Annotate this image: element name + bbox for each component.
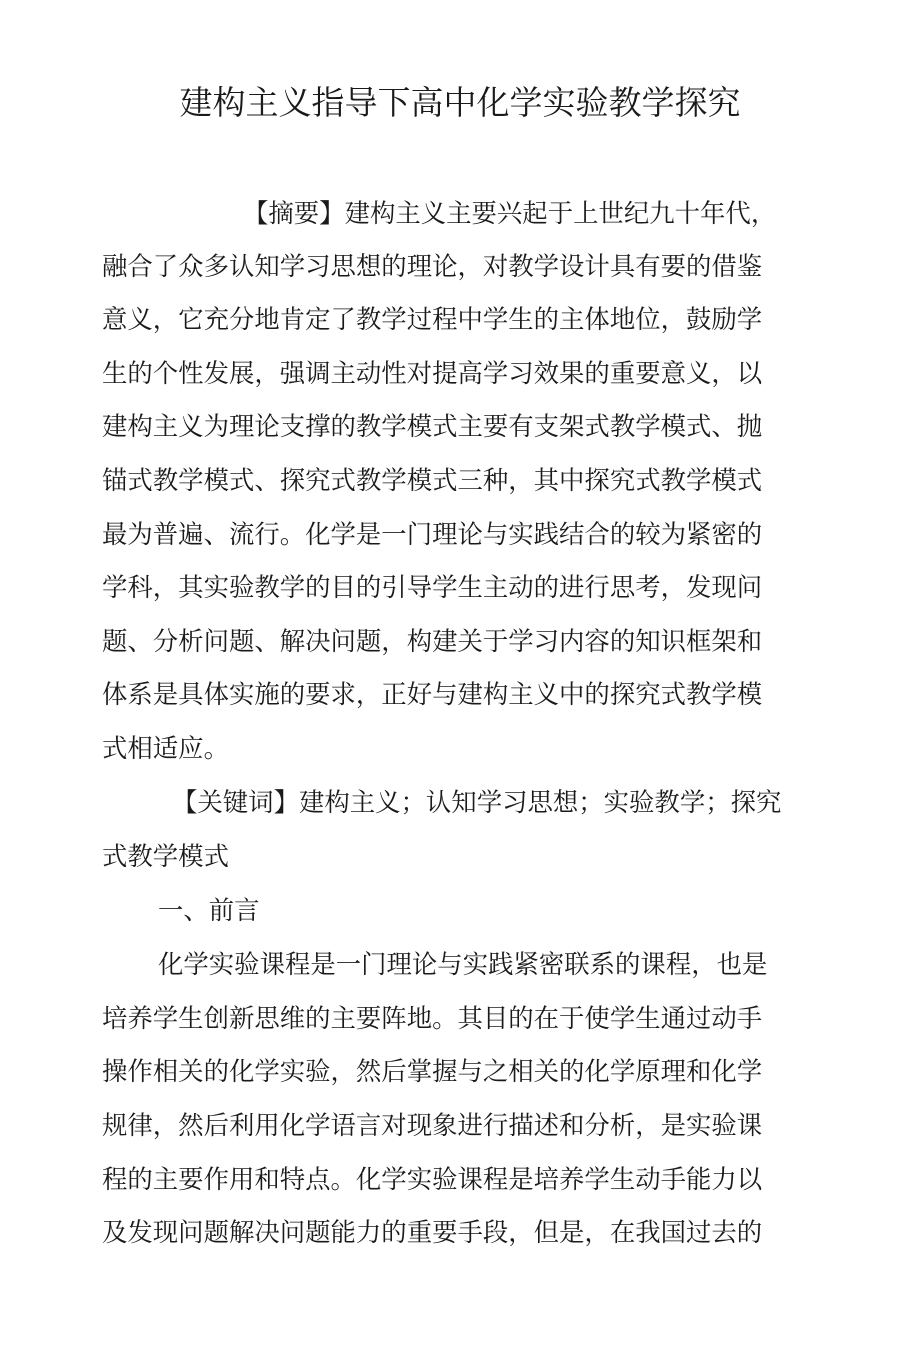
- keywords-line: 式教学模式: [102, 841, 229, 871]
- abstract-line: 式相适应。: [102, 733, 229, 763]
- abstract-line: 体系是具体实施的要求，正好与建构主义中的探究式教学模: [102, 679, 763, 709]
- section-heading: 一、前言: [158, 895, 260, 925]
- section-line: 操作相关的化学实验，然后掌握与之相关的化学原理和化学: [102, 1056, 763, 1086]
- abstract-line: 建构主义为理论支撑的教学模式主要有支架式教学模式、抛: [102, 411, 763, 441]
- section-line: 规律，然后利用化学语言对现象进行描述和分析，是实验课: [102, 1110, 763, 1140]
- abstract-line: 融合了众多认知学习思想的理论，对教学设计具有要的借鉴: [102, 251, 763, 281]
- abstract-line: 意义，它充分地肯定了教学过程中学生的主体地位，鼓励学: [102, 304, 763, 334]
- section-line: 程的主要作用和特点。化学实验课程是培养学生动手能力以: [102, 1164, 763, 1194]
- document-title: 建构主义指导下高中化学实验教学探究: [179, 83, 741, 122]
- abstract-line: 学科，其实验教学的目的引导学生主动的进行思考，发现问: [102, 572, 763, 602]
- abstract-line: 最为普遍、流行。化学是一门理论与实践结合的较为紧密的: [102, 519, 763, 549]
- abstract-line: 题、分析问题、解决问题，构建关于学习内容的知识框架和: [102, 626, 763, 656]
- section-line: 化学实验课程是一门理论与实践紧密联系的课程，也是: [158, 949, 768, 979]
- abstract-line: 生的个性发展，强调主动性对提高学习效果的重要意义，以: [102, 358, 763, 388]
- keywords-line: 【关键词】建构主义；认知学习思想；实验教学；探究: [172, 787, 782, 817]
- section-line: 及发现问题解决问题能力的重要手段，但是，在我国过去的: [102, 1217, 763, 1247]
- section-line: 培养学生创新思维的主要阵地。其目的在于使学生通过动手: [102, 1003, 763, 1033]
- abstract-line: 【摘要】建构主义主要兴起于上世纪九十年代，: [243, 198, 777, 228]
- abstract-line: 锚式教学模式、探究式教学模式三种，其中探究式教学模式: [102, 465, 763, 495]
